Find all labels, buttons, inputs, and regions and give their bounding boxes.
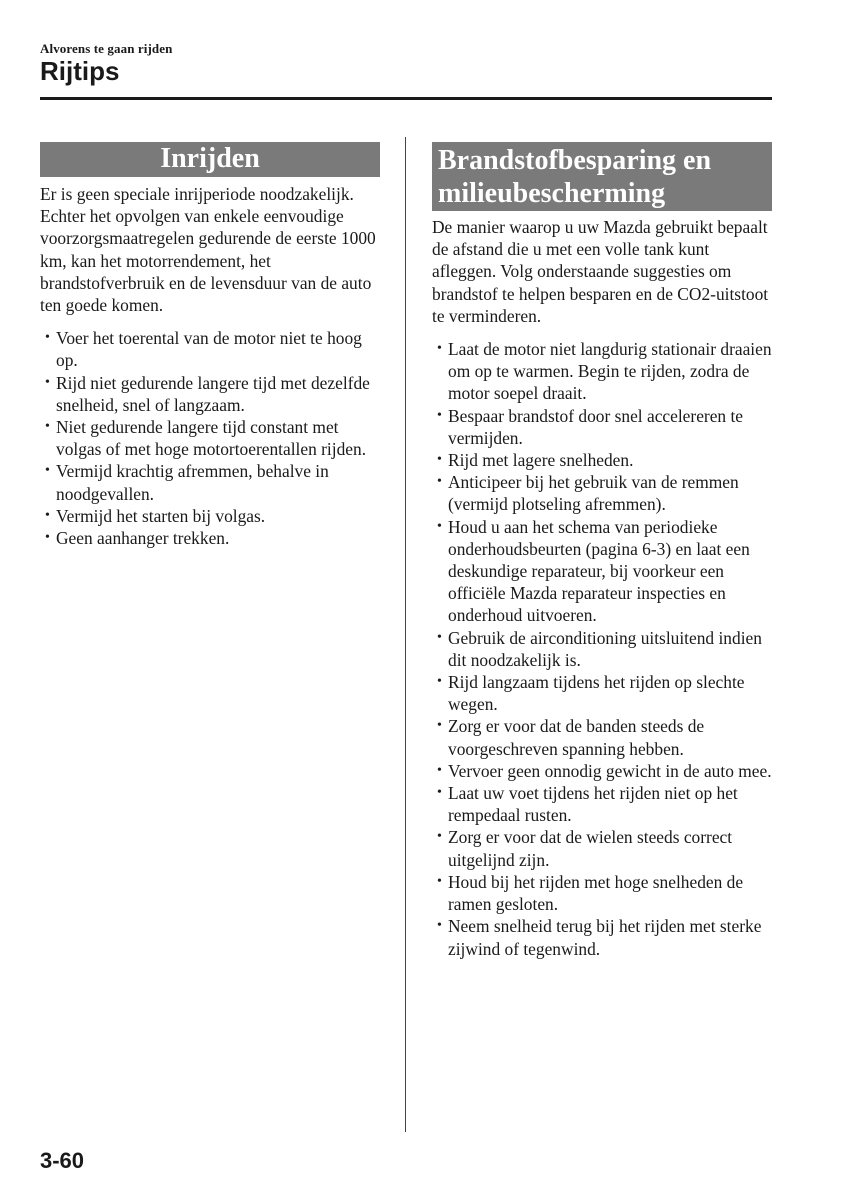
list-item-text: Niet gedurende langere tijd constant met volgas of met hoge motortoerentallen rijden. (56, 417, 367, 460)
list-item (432, 782, 772, 826)
bullet-dot-icon: • (437, 762, 442, 778)
list-item (40, 327, 380, 371)
left-bullet-list (40, 327, 380, 549)
list-item-text: Vervoer geen onnodig gewicht in de auto mee. (448, 760, 772, 781)
bullet-dot-icon: • (45, 530, 50, 546)
bullet-dot-icon: • (437, 718, 442, 734)
list-item-text: Voer het toerental van de motor niet te hoog op. (56, 328, 362, 371)
list-item (432, 760, 772, 782)
left-column (40, 142, 380, 549)
right-column (432, 142, 772, 960)
bullet-dot-icon: • (437, 407, 442, 423)
right-bullet-list (432, 338, 772, 960)
right-intro: De manier waarop u uw Mazda gebruikt bepaalt de afstand die u met een volle tank kunt afleggen. Volg onderstaande suggesties om brandstof te helpen besparen en de CO2-uitstoot te verminderen. (432, 217, 769, 326)
list-item (432, 915, 772, 959)
list-item-text: Bespaar brandstof door snel accelereren te vermijden. (448, 405, 744, 448)
heading-brandstofbesparing: Brandstofbesparing en milieubescherming (432, 142, 772, 211)
list-item (40, 527, 380, 549)
list-item (432, 627, 772, 671)
heading-inrijden: Inrijden (40, 142, 380, 177)
section-label: Alvorens te gaan rijden (40, 41, 173, 56)
list-item-text: Anticipeer bij het gebruik van de remmen (vermijd plotseling afremmen). (448, 472, 739, 515)
list-item-text: Laat uw voet tijdens het rijden niet op het rempedaal rusten. (448, 783, 738, 826)
page-number: 3-60 (40, 1148, 85, 1173)
list-item-text: Geen aanhanger trekken. (56, 528, 230, 549)
list-item (432, 871, 772, 915)
list-item (432, 449, 772, 471)
list-item (432, 338, 772, 405)
list-item (40, 372, 380, 416)
bullet-dot-icon: • (437, 341, 442, 357)
bullet-dot-icon: • (437, 474, 442, 490)
list-item (40, 460, 380, 504)
list-item (432, 715, 772, 759)
list-item (40, 416, 380, 460)
list-item (432, 826, 772, 870)
list-item (432, 405, 772, 449)
list-item (432, 471, 772, 515)
list-item-text: Laat de motor niet langdurig stationair draaien om op te warmen. Begin te rijden, zodra de motor soepel draait. (448, 339, 772, 404)
list-item-text: Gebruik de airconditioning uitsluitend indien dit noodzakelijk is. (448, 627, 762, 670)
list-item (432, 671, 772, 715)
column-divider (405, 137, 406, 1132)
header-rule (40, 97, 772, 100)
bullet-dot-icon: • (437, 518, 442, 534)
list-item-text: Zorg er voor dat de wielen steeds correct uitgelijnd zijn. (448, 827, 733, 870)
bullet-dot-icon: • (45, 463, 50, 479)
bullet-dot-icon: • (437, 452, 442, 468)
bullet-dot-icon: • (45, 374, 50, 390)
list-item-text: Rijd langzaam tijdens het rijden op slechte wegen. (448, 672, 745, 715)
page-title: Rijtips (40, 56, 120, 86)
list-item-text: Vermijd krachtig afremmen, behalve in noodgevallen. (56, 461, 329, 504)
list-item (432, 516, 772, 627)
bullet-dot-icon: • (437, 785, 442, 801)
list-item (40, 505, 380, 527)
bullet-dot-icon: • (437, 674, 442, 690)
bullet-dot-icon: • (437, 629, 442, 645)
left-intro: Er is geen speciale inrijperiode noodzakelijk. Echter het opvolgen van enkele eenvoudige voorzorgsmaatregelen gedurende de eerste 1000 km, kan het motorrendement, het brandstofverbruik en de levensduur van de auto ten goede komen. (40, 184, 376, 316)
list-item-text: Rijd niet gedurende langere tijd met dezelfde snelheid, snel of langzaam. (56, 372, 370, 415)
list-item-text: Rijd met lagere snelheden. (448, 450, 634, 471)
list-item-text: Neem snelheid terug bij het rijden met sterke zijwind of tegenwind. (448, 916, 762, 959)
bullet-dot-icon: • (437, 829, 442, 845)
list-item-text: Zorg er voor dat de banden steeds de voorgeschreven spanning hebben. (448, 716, 705, 759)
bullet-dot-icon: • (45, 507, 50, 523)
bullet-dot-icon: • (45, 330, 50, 346)
bullet-dot-icon: • (45, 419, 50, 435)
bullet-dot-icon: • (437, 873, 442, 889)
bullet-dot-icon: • (437, 918, 442, 934)
list-item-text: Houd bij het rijden met hoge snelheden de ramen gesloten. (448, 871, 744, 915)
list-item-text: Vermijd het starten bij volgas. (56, 505, 266, 526)
list-item-text: Houd u aan het schema van periodieke onderhoudsbeurten (pagina 6-3) en laat een deskundige reparateur, bij voorkeur een officiële Mazda reparateur inspecties en onderhoud uitvoeren. (448, 516, 750, 626)
